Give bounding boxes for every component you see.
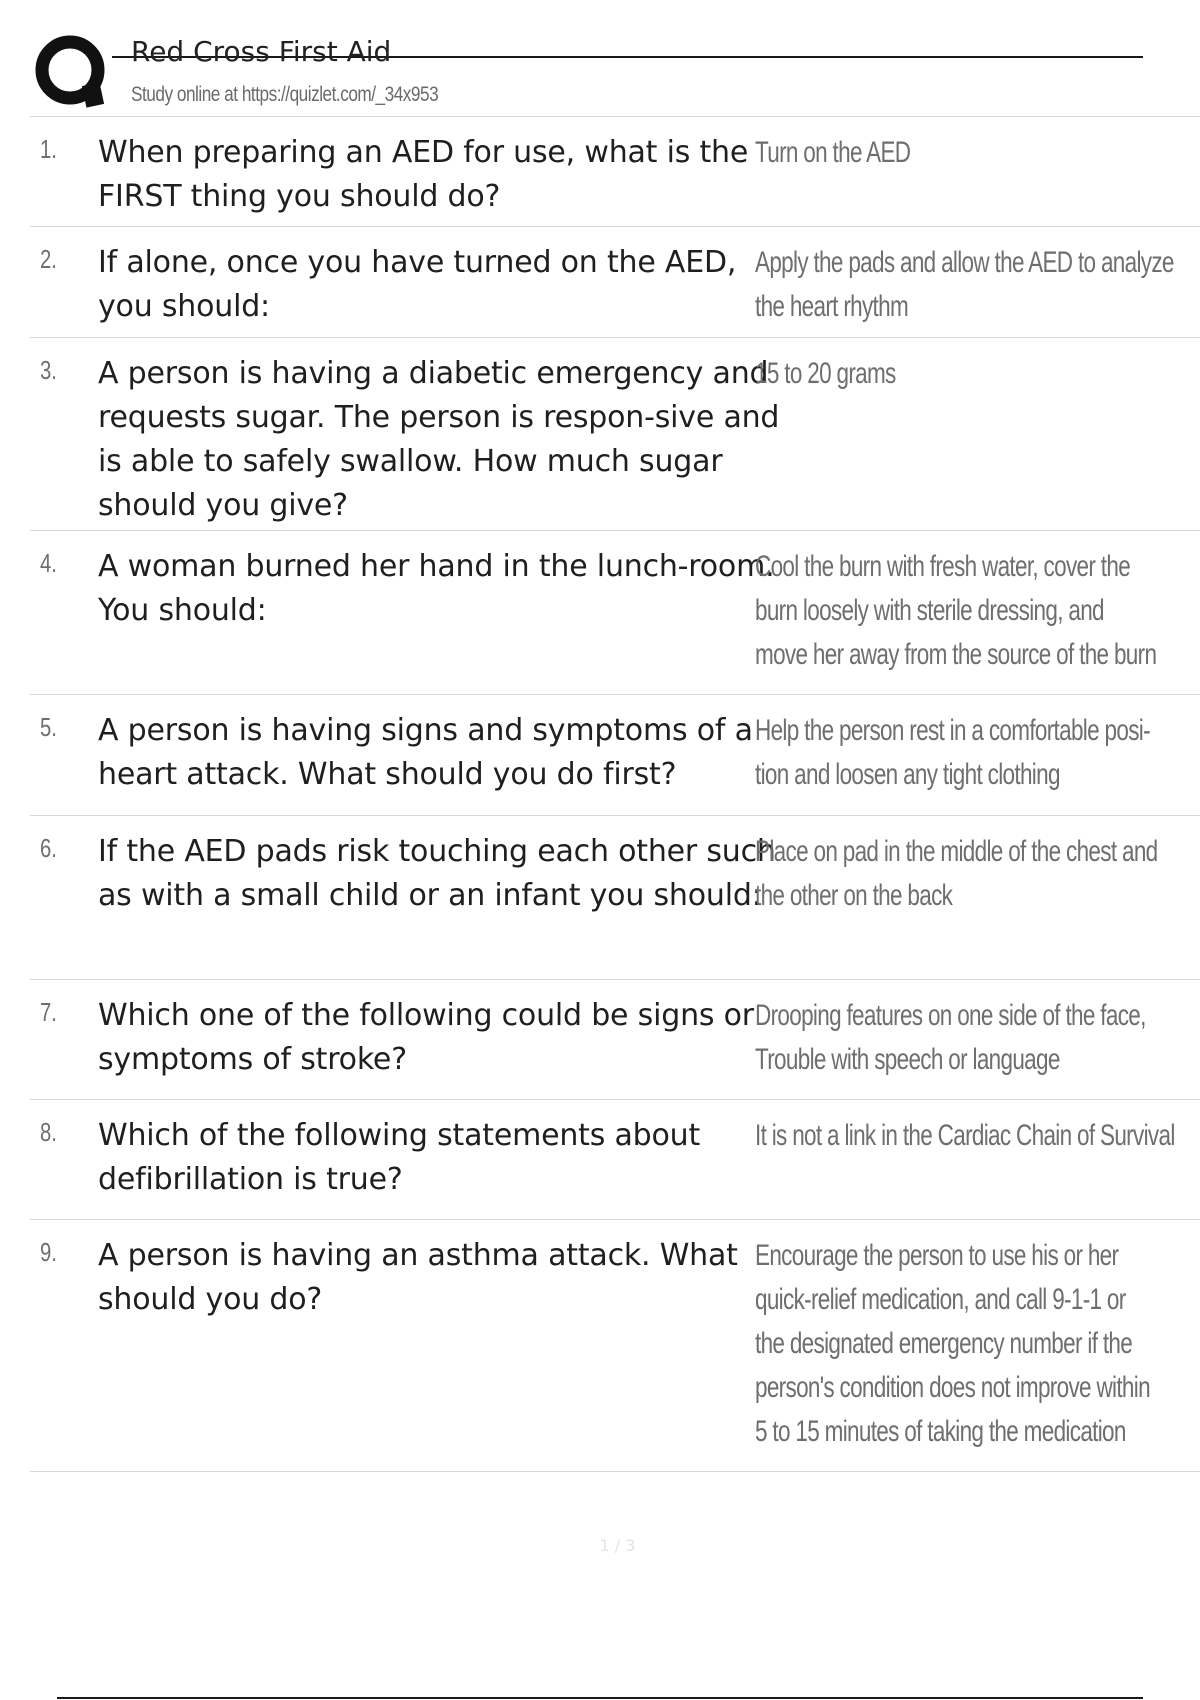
definition-line: Drooping features on one side of the face, <box>755 999 1146 1032</box>
flashcard-row <box>30 1100 1200 1220</box>
card-term: Which of the following statements about defibrillation is true? <box>98 1118 701 1197</box>
definition-line: person's condition does not improve within <box>755 1371 1150 1404</box>
card-term: If alone, once you have turned on the AED, you should: <box>98 245 737 324</box>
card-number: 5. <box>40 712 57 742</box>
card-term: A person is having an asthma attack. What should you do? <box>98 1238 738 1317</box>
card-number: 1. <box>40 134 57 164</box>
flashcard-row <box>30 816 1200 980</box>
flashcard-row <box>30 980 1200 1100</box>
card-term: A woman burned her hand in the lunch-room. You should: <box>98 549 775 628</box>
definition-line: the heart rhythm <box>755 290 909 323</box>
card-term: A person is having a diabetic emergency and requests sugar. The person is respon-sive and is able to safely swallow. How much sugar should you give? <box>98 356 780 523</box>
card-definition <box>755 830 1190 918</box>
card-term: If the AED pads risk touching each other such as with a small child or an infant you should: <box>98 834 776 913</box>
card-definition <box>755 1234 1190 1454</box>
bottom-rule <box>57 1697 1143 1699</box>
definition-line: tion and loosen any tight clothing <box>755 758 1060 791</box>
flashcard-row <box>30 1220 1200 1472</box>
card-definition <box>755 241 1190 329</box>
definition-line: the other on the back <box>755 879 953 912</box>
page-indicator: 1 / 3 <box>599 1536 636 1555</box>
card-number: 4. <box>40 548 57 578</box>
card-term: Which one of the following could be signs or symptoms of stroke? <box>98 998 754 1077</box>
card-number: 9. <box>40 1237 57 1267</box>
card-number: 2. <box>40 244 57 274</box>
definition-line: Place on pad in the middle of the chest and <box>755 835 1158 868</box>
card-number: 3. <box>40 355 57 385</box>
page-header <box>0 0 1200 118</box>
definition-line: Encourage the person to use his or her <box>755 1239 1119 1272</box>
definition-line: Apply the pads and allow the AED to analyze <box>755 246 1174 279</box>
study-online-link[interactable]: Study online at https://quizlet.com/_34x953 <box>131 83 439 106</box>
card-definition <box>755 709 1190 797</box>
definition-line: quick-relief medication, and call 9-1-1 or <box>755 1283 1126 1316</box>
card-definition <box>755 131 1190 175</box>
definition-line: Help the person rest in a comfortable posi- <box>755 714 1150 747</box>
card-definition <box>755 1114 1190 1158</box>
definition-line: move her away from the source of the burn <box>755 638 1157 671</box>
flashcard-row <box>30 695 1200 816</box>
flashcard-row <box>30 117 1200 227</box>
flashcard-row <box>30 531 1200 695</box>
definition-line: 15 to 20 grams <box>755 357 896 390</box>
definition-line: It is not a link in the Cardiac Chain of Survival <box>755 1119 1175 1152</box>
flashcard-list <box>30 117 1200 1472</box>
definition-line: Trouble with speech or language <box>755 1043 1060 1076</box>
card-definition <box>755 545 1190 677</box>
flashcard-row <box>30 227 1200 338</box>
definition-line: Turn on the AED <box>755 136 911 169</box>
card-term: When preparing an AED for use, what is the FIRST thing you should do? <box>98 135 749 214</box>
definition-line: 5 to 15 minutes of taking the medication <box>755 1415 1126 1448</box>
quizlet-logo-icon <box>32 34 112 114</box>
flashcard-row <box>30 338 1200 531</box>
definition-line: burn loosely with sterile dressing, and <box>755 594 1104 627</box>
set-title: Red Cross First Aid <box>131 35 392 68</box>
card-number: 6. <box>40 833 57 863</box>
card-definition <box>755 994 1190 1082</box>
definition-line: Cool the burn with fresh water, cover the <box>755 550 1131 583</box>
card-number: 8. <box>40 1117 57 1147</box>
card-definition <box>755 352 1190 396</box>
card-number: 7. <box>40 997 57 1027</box>
definition-line: the designated emergency number if the <box>755 1327 1133 1360</box>
card-term: A person is having signs and symptoms of a heart attack. What should you do first? <box>98 713 753 792</box>
